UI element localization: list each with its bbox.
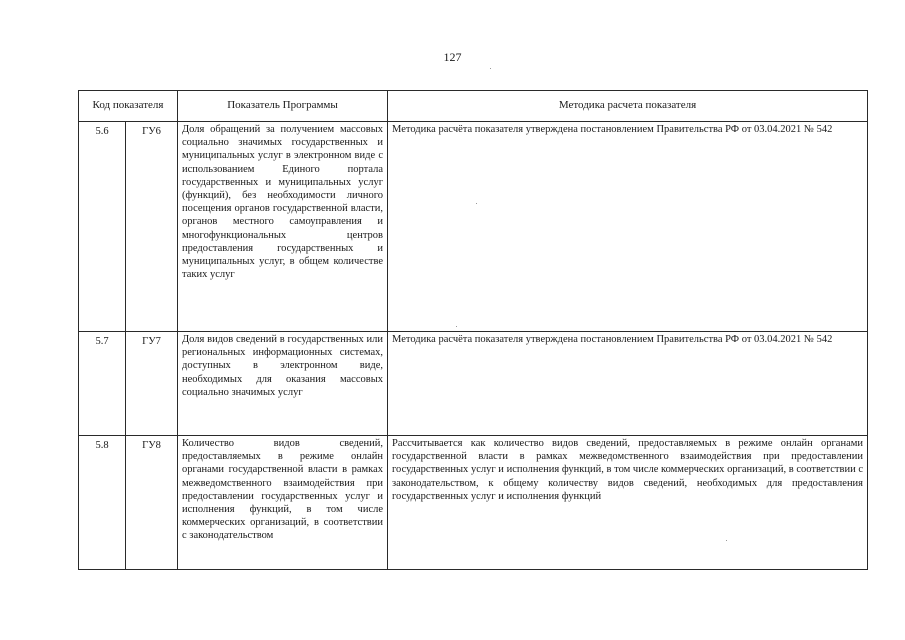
row-method: Методика расчёта показателя утверждена постановлением Правительства РФ от 03.04.2021 № 542 (388, 332, 868, 436)
table-row (79, 122, 868, 332)
header-indicator: Показатель Программы (178, 91, 388, 122)
scan-speck (456, 326, 457, 327)
page-number: 127 (443, 50, 462, 64)
row-indicator: Количество видов сведений, предоставляемых в режиме онлайн органами государственной власти в рамках межведомственного взаимодействия при предоставлении государственных услуг и исполнения функций, в том числе коммерческих организаций, в соответствии с законодательством (178, 436, 388, 570)
header-method: Методика расчета показателя (388, 91, 868, 122)
row-number: 5.8 (79, 436, 126, 570)
header-row (79, 91, 868, 122)
row-code: ГУ7 (126, 332, 178, 436)
indicators-table (78, 90, 868, 570)
row-method: Рассчитывается как количество видов сведений, предоставляемых в режиме онлайн органами государственной власти в рамках межведомственного взаимодействия при предоставлении государственных услуг и исполнения функций, в том числе коммерческих организаций, в соответствии с законодательством, к общему количеству видов сведений, необходимых для предоставления государственных услуг и исполнения функций (388, 436, 868, 570)
row-code: ГУ8 (126, 436, 178, 570)
row-method: Методика расчёта показателя утверждена постановлением Правительства РФ от 03.04.2021 № 542 (388, 122, 868, 332)
row-number: 5.7 (79, 332, 126, 436)
row-number: 5.6 (79, 122, 126, 332)
row-code: ГУ6 (126, 122, 178, 332)
scan-speck (726, 540, 727, 541)
row-indicator: Доля видов сведений в государственных или региональных информационных системах, доступных в электронном виде, необходимых для оказания массовых социально значимых услуг (178, 332, 388, 436)
row-indicator: Доля обращений за получением массовых социально значимых государственных и муниципальных услуг в электронном виде с использованием Единого портала государственных и муниципальных услуг (функций), без необходимости личного посещения органов государственной власти, органов местного самоуправления и многофункциональных центров предоставления государственных и муниципальных услуг, в общем количестве таких услуг (178, 122, 388, 332)
header-code: Код показателя (79, 91, 178, 122)
scan-speck (490, 68, 491, 69)
table-row (79, 332, 868, 436)
scan-speck (476, 203, 477, 204)
table-row (79, 436, 868, 570)
